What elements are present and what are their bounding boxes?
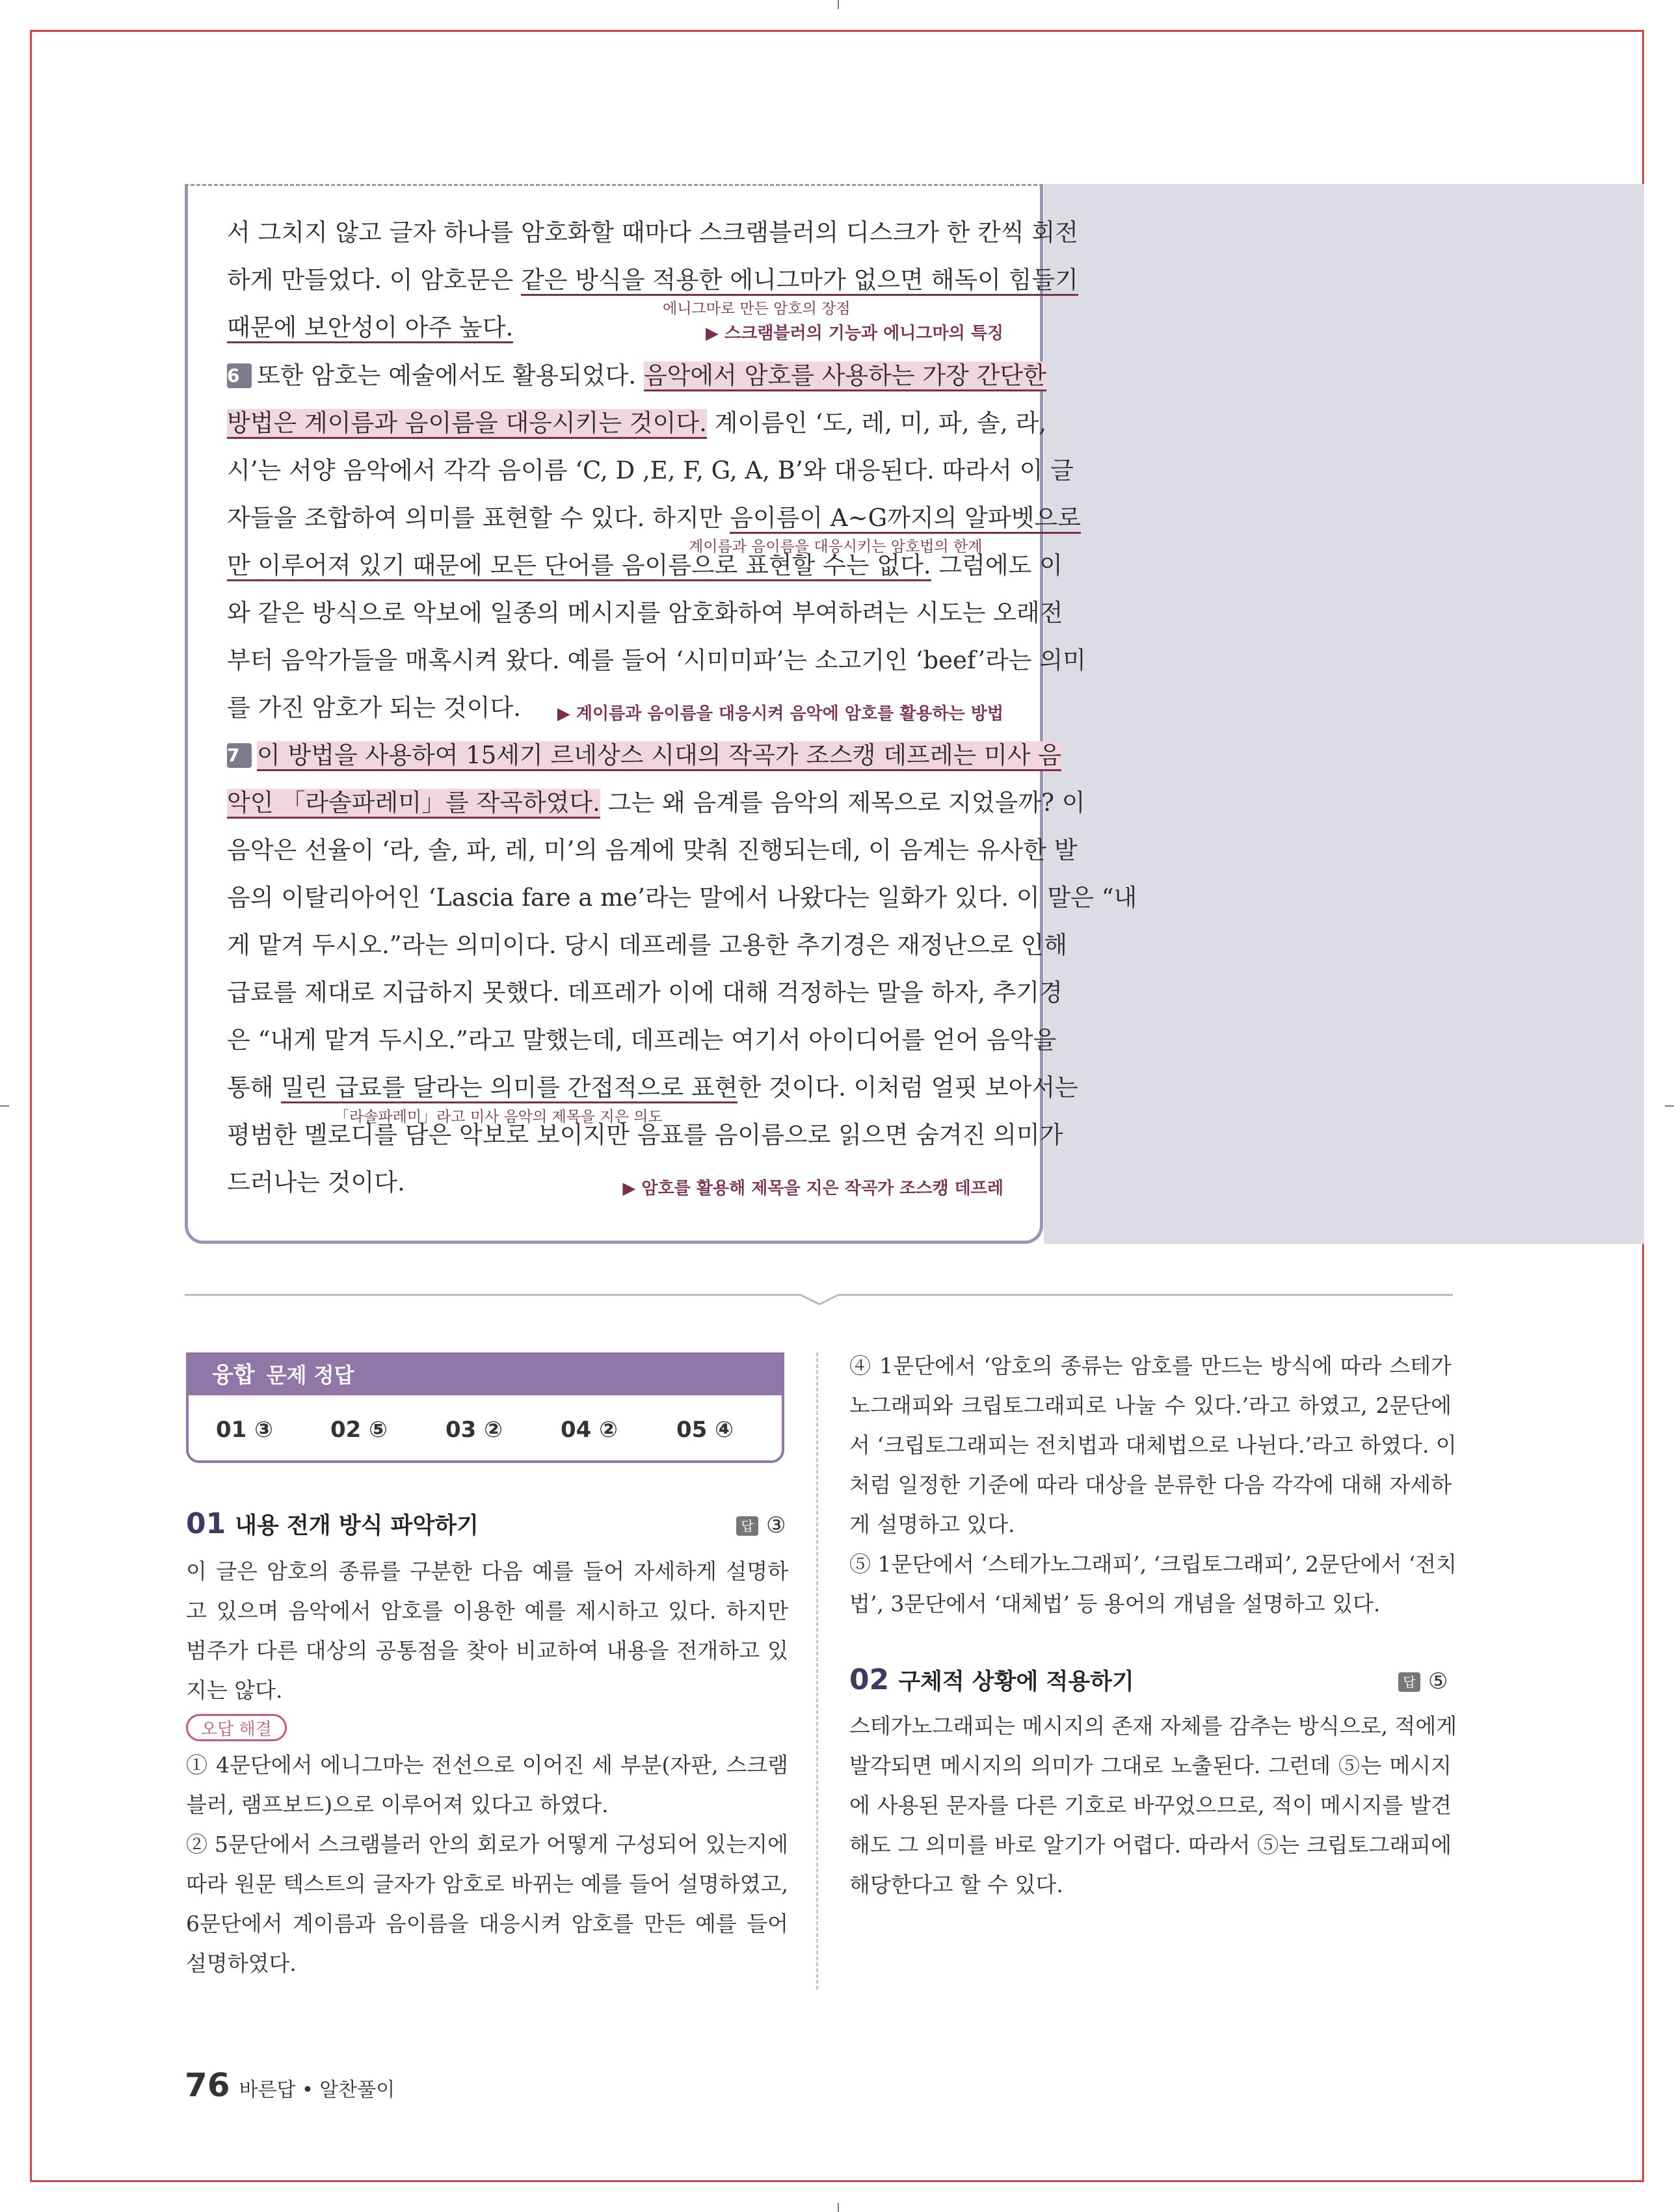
paragraph-number: 6: [227, 363, 252, 388]
explanation-line: ④ 1문단에서 ‘암호의 종류는 암호를 만드는 방식에 따라 스테가: [849, 1353, 1452, 1378]
side-panel: [1044, 184, 1644, 1244]
explanation-line: 블러, 램프보드)으로 이루어져 있다고 하였다.: [186, 1792, 609, 1817]
annotation-note: 계이름과 음이름을 대응시키는 암호법의 한계: [689, 538, 983, 555]
passage-line: 통해 밀린 급료를 달라는 의미를 간접적으로 표현한 것이다. 이처럼 얼핏 보아서는: [227, 1068, 1007, 1107]
explanation-line: ① 4문단에서 에니그마는 전선으로 이어진 세 부분(자판, 스크램: [186, 1752, 788, 1778]
passage-line: 부터 음악가들을 매혹시켜 왔다. 예를 들어 ‘시미미파’는 소고기인 ‘beef’라는 의미: [227, 646, 1086, 674]
annotation-note: 에니그마로 만든 암호의 장점: [663, 300, 851, 317]
passage-line: 7 이 방법을 사용하여 15세기 르네상스 시대의 작곡가 조스캥 데프레는 미사 음: [227, 736, 1007, 775]
explanation-line: 게 설명하고 있다.: [849, 1512, 1015, 1537]
explanation-line: 범주가 다른 대상의 공통점을 찾아 비교하여 내용을 전개하고 있: [186, 1638, 788, 1663]
passage-line: 때문에 보안성이 아주 높다.: [227, 308, 1007, 347]
answer-indicator: 답 ③: [736, 1512, 786, 1538]
answer-item: 05 ④: [676, 1417, 734, 1443]
explanation-line: 설명하였다.: [186, 1951, 297, 1976]
crop-mark: [1665, 1105, 1674, 1107]
passage-line: 6 또한 암호는 예술에서도 활용되었다. 음악에서 암호를 사용하는 가장 간단한: [227, 356, 1007, 395]
page-footer: [185, 2066, 395, 2104]
passage-line: 게 맡겨 두시오.”라는 의미이다. 당시 데프레를 고용한 추기경은 재정난으로 인해: [227, 931, 1068, 959]
answer-badge: 답: [736, 1516, 758, 1536]
footer-label: 바른답 • 알찬풀이: [239, 2079, 395, 2101]
paragraph-summary: ▶ 스크램블러의 기능과 에니그마의 특징: [705, 324, 1003, 343]
explanation-line: ⑤ 1문단에서 ‘스테가노그래피’, ‘크립토그래피’, 2문단에서 ‘전치: [849, 1551, 1457, 1577]
passage-line: 방법은 계이름과 음이름을 대응시키는 것이다. 계이름인 ‘도, 레, 미, 파, 솔, 라,: [227, 404, 1007, 443]
explanation-line: 에 사용된 문자를 다른 기호로 바꾸었으므로, 적이 메시지를 발견: [849, 1793, 1452, 1818]
column-divider: [816, 1352, 818, 1990]
passage-line: 드러나는 것이다.: [227, 1168, 405, 1196]
explanation-line: 따라 원문 텍스트의 글자가 암호로 바뀌는 예를 들어 설명하였고,: [186, 1871, 788, 1897]
answer-badge: 답: [1398, 1672, 1420, 1692]
paragraph-number: 7: [227, 743, 252, 768]
explanation-line: ② 5문단에서 스크램블러 안의 회로가 어떻게 구성되어 있는지에: [186, 1832, 788, 1857]
answer-item: 04 ②: [561, 1417, 618, 1443]
passage-line: 은 “내게 맡겨 두시오.”라고 말했는데, 데프레는 여기서 아이디어를 얻어 음악을: [227, 1026, 1057, 1054]
explanation-line: 이 글은 암호의 종류를 구분한 다음 예를 들어 자세하게 설명하: [186, 1559, 788, 1584]
paragraph-summary: ▶ 계이름과 음이름을 대응시켜 음악에 암호를 활용하는 방법: [557, 704, 1003, 724]
passage-line: 평범한 멜로디를 담은 악보로 보이지만 음표를 음이름으로 읽으면 숨겨진 의미가: [227, 1121, 1063, 1149]
passage-line: 와 같은 방식으로 악보에 일종의 메시지를 암호화하여 부여하려는 시도는 오래전: [227, 599, 1063, 627]
explanation-line: 지는 않다.: [186, 1678, 283, 1703]
page-number: 76: [185, 2066, 230, 2104]
explanation-line: 6문단에서 계이름과 음이름을 대응시켜 암호를 만든 예를 들어: [186, 1911, 788, 1936]
passage-line: 급료를 제대로 지급하지 못했다. 데프레가 이에 대해 걱정하는 말을 하자, 추기경: [227, 979, 1063, 1007]
explanation-line: 법’, 3문단에서 ‘대체법’ 등 용어의 개념을 설명하고 있다.: [849, 1591, 1381, 1616]
answer-key-title: 문제 정답: [266, 1363, 354, 1388]
crop-mark: [0, 1105, 9, 1107]
explanation-line: 해당한다고 할 수 있다.: [849, 1872, 1063, 1897]
explanation-line: 서 ‘크립토그래피는 전치법과 대체법으로 나뉜다.’라고 하였다. 이: [849, 1432, 1457, 1458]
passage-line: 악인 「라솔파레미」를 작곡하였다. 그는 왜 음계를 음악의 제목으로 지었을까? 이: [227, 783, 1007, 823]
explanation-line: 해도 그 의미를 바로 알기가 어렵다. 따라서 ⑤는 크립토그래피에: [849, 1832, 1452, 1858]
chevron-down-icon: [800, 1286, 839, 1306]
answer-key-tag: 융합: [212, 1362, 255, 1388]
explanation-line: 처럼 일정한 기준에 따라 대상을 분류한 다음 각각에 대해 자세하: [849, 1472, 1452, 1497]
question-title: 01 내용 전개 방식 파악하기: [186, 1507, 479, 1540]
question-title: 02 구체적 상황에 적용하기: [849, 1663, 1134, 1696]
answer-item: 03 ②: [445, 1417, 503, 1443]
crop-mark: [838, 0, 839, 9]
annotation-note: 「라솔파레미」라고 미사 음악의 제목을 지은 의도: [334, 1109, 663, 1126]
wrong-answer-label: 오답 해결: [186, 1714, 287, 1741]
explanation-line: 고 있으며 음악에서 암호를 이용한 예를 제시하고 있다. 하지만: [186, 1598, 788, 1624]
crop-mark: [838, 2203, 839, 2212]
explanation-line: 스테가노그래피는 메시지의 존재 자체를 감추는 방식으로, 적에게: [849, 1713, 1457, 1739]
reading-passage: [185, 184, 1137, 1244]
passage-line: 를 가진 암호가 되는 것이다.: [227, 694, 521, 722]
passage-line: 만 이루어져 있기 때문에 모든 단어를 음이름으로 표현할 수는 없다. 그럼에도 이: [227, 546, 1007, 585]
explanation-line: 발각되면 메시지의 의미가 그대로 노출된다. 그런데 ⑤는 메시지: [849, 1753, 1452, 1778]
passage-line: 음악은 선율이 ‘라, 솔, 파, 레, 미’의 음계에 맞춰 진행되는데, 이 음계는 유사한 발: [227, 836, 1078, 864]
passage-line: 음의 이탈리아어인 ‘Lascia fare a me’라는 말에서 나왔다는 일화가 있다. 이 말은 “내: [227, 884, 1137, 912]
answer-key-header: [189, 1355, 782, 1395]
answer-item: 02 ⑤: [330, 1417, 388, 1443]
answer-key-box: [186, 1352, 784, 1463]
answer-indicator: 답 ⑤: [1398, 1668, 1448, 1694]
explanation-line: 노그래피와 크립토그래피로 나눌 수 있다.’라고 하였고, 2문단에: [849, 1393, 1452, 1418]
paragraph-summary: ▶ 암호를 활용해 제목을 지은 작곡가 조스캥 데프레: [622, 1179, 1003, 1198]
passage-line: 자들을 조합하여 의미를 표현할 수 있다. 하지만 음이름이 A~G까지의 알파벳으로: [227, 499, 1007, 538]
passage-line: 시’는 서양 음악에서 각각 음이름 ‘C, D ,E, F, G, A, B’와 대응된다. 따라서 이 글: [227, 456, 1074, 484]
answer-item: 01 ③: [216, 1417, 273, 1443]
passage-line: 서 그치지 않고 글자 하나를 암호화할 때마다 스크램블러의 디스크가 한 칸씩 회전: [227, 218, 1078, 246]
passage-line: 하게 만들었다. 이 암호문은 같은 방식을 적용한 에니그마가 없으면 해독이 힘들기: [227, 261, 1007, 300]
